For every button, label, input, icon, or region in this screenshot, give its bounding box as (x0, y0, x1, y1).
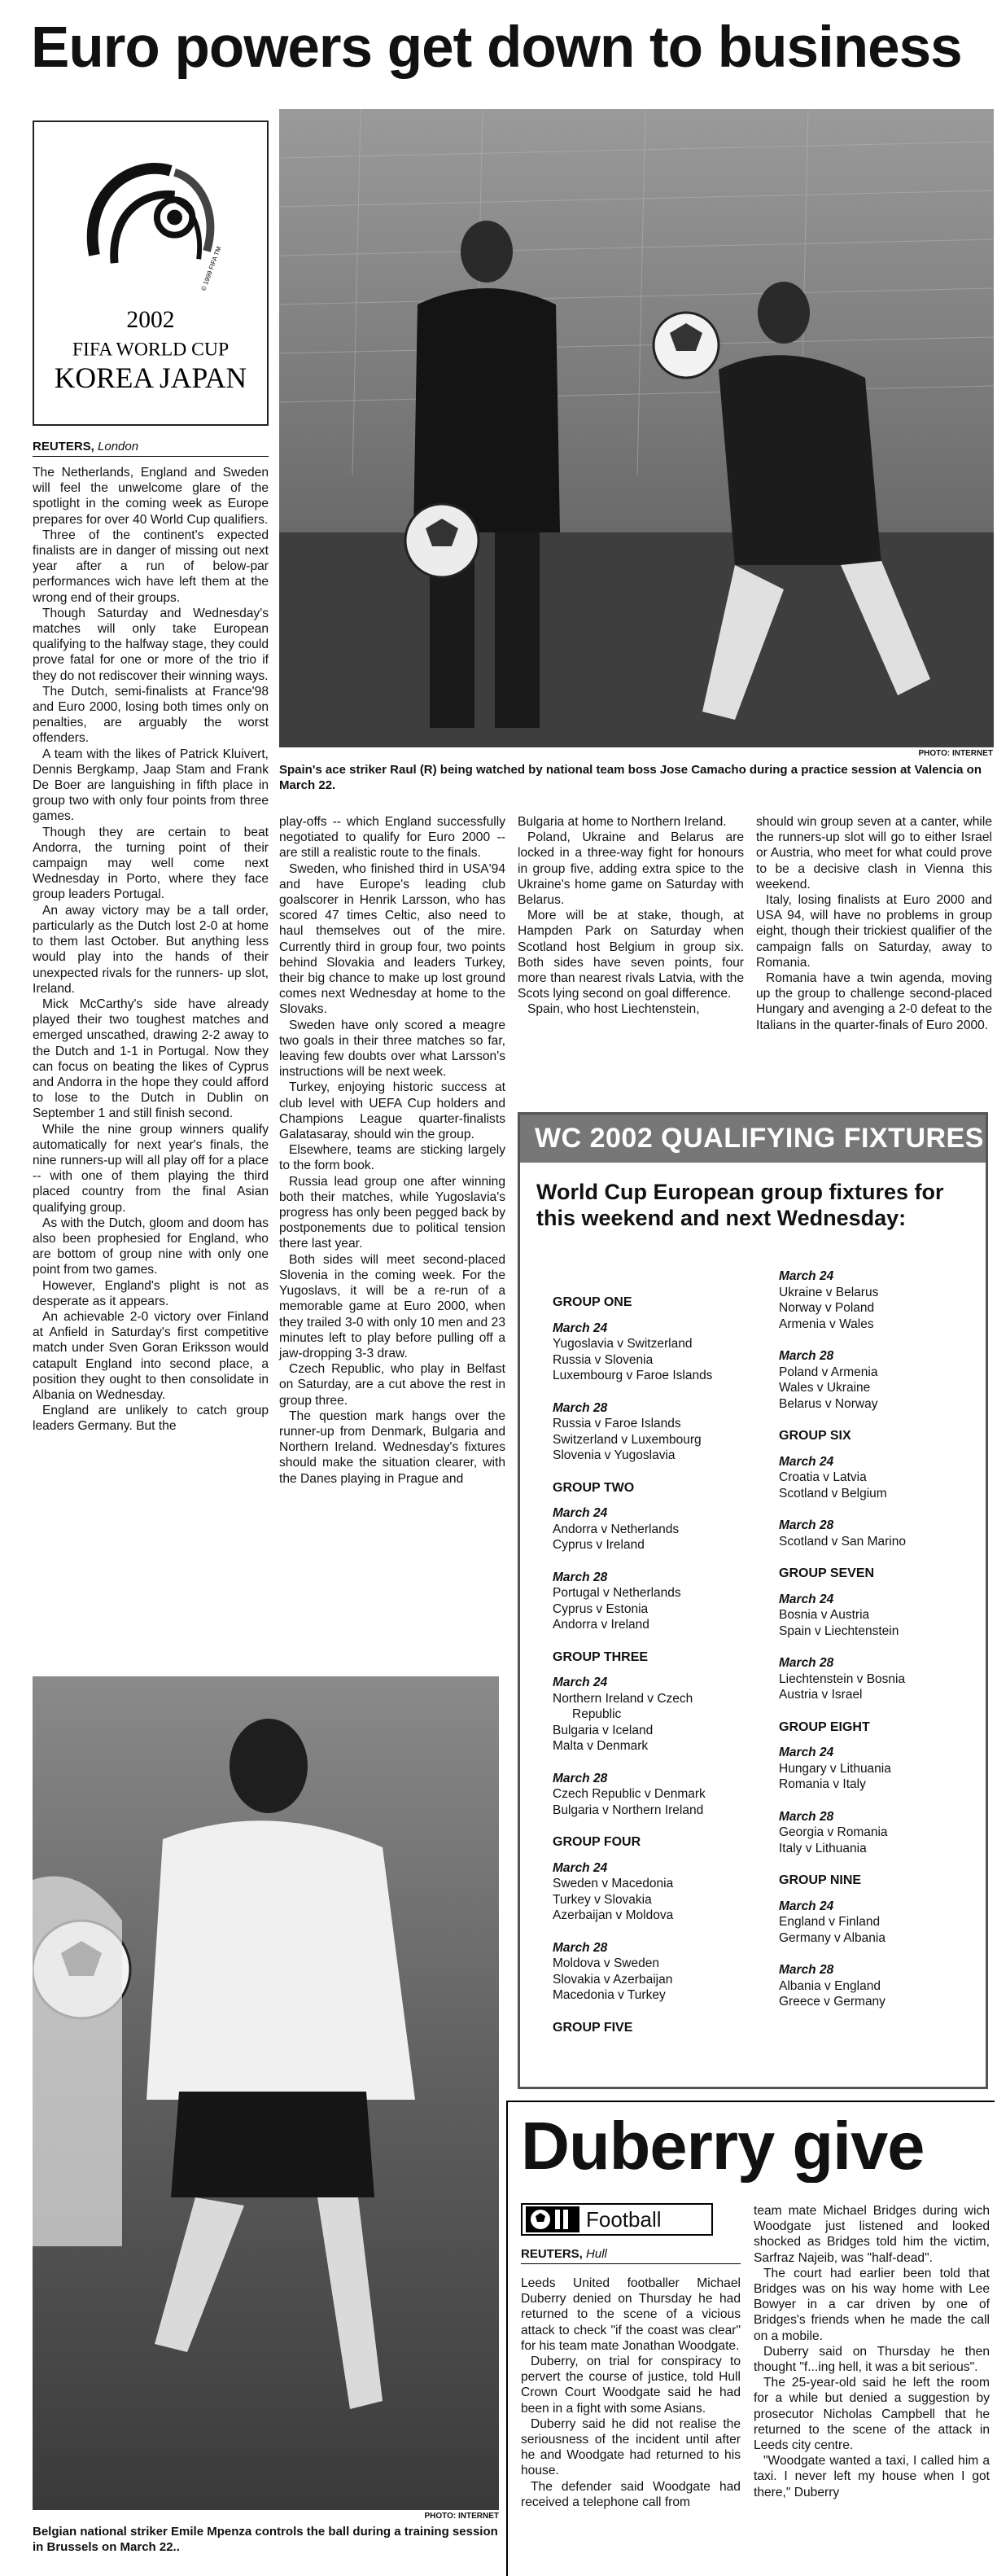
fixture-date: March 24 (553, 1676, 608, 1689)
main-story-column-4 (756, 814, 992, 1033)
fixture-match: Armenia v Wales (779, 1316, 874, 1331)
fixture-match: Portugal v Netherlands (553, 1586, 681, 1600)
football-icon (526, 2206, 579, 2232)
paragraph: team mate Michael Bridges during wich Woodgate just listened and looked shocked as Bridges told him the victim, Sarfraz Najeib, was "half-dead". (754, 2204, 990, 2265)
fixture-date: March 28 (553, 1940, 608, 1955)
fixture-match: Azerbaijan v Moldova (553, 1908, 674, 1922)
duberry-byline-place: Hull (586, 2247, 607, 2261)
paragraph: More will be at stake, though, at Hampden Park on Saturday when Scotland host Belgium in group six. Both sides have seven points, four more than nearest rivals Latvia, with the Scots lying second on goal difference. (518, 909, 744, 1001)
fixture-match: England v Finland (779, 1915, 881, 1929)
fixture-date-block (779, 1962, 997, 2010)
fixture-match: Romania v Italy (779, 1777, 866, 1791)
fixture-date-block (779, 1899, 997, 1947)
world-cup-logo (33, 120, 269, 426)
paragraph: Duberry said he did not realise the seriousness of the incident until after he and Woodgate had returned to his house. (521, 2416, 741, 2478)
paragraph: Leeds United footballer Michael Duberry denied on Thursday he had returned to the scene of a vicious attack to check "if the coast was clear" for his team mate Jonathan Woodgate. (521, 2276, 741, 2353)
fixture-date: March 28 (779, 1963, 834, 1977)
fixture-match: Poland v Armenia (779, 1365, 878, 1379)
logo-year: 2002 (126, 307, 175, 334)
photo-credit-top: PHOTO: INTERNET (918, 749, 993, 758)
photo-caption-top: Spain's ace striker Raul (R) being watched by national team boss Jose Camacho during a practice session at Valencia on March 22. (279, 763, 982, 792)
byline-agency: REUTERS, (33, 440, 94, 453)
fixture-match: Italy v Lithuania (779, 1841, 867, 1855)
paragraph: England are unlikely to catch group leaders Germany. But the (33, 1404, 269, 1434)
paragraph: Though they are certain to beat Andorra, the turning point of their campaign may well come next Wednesday in Porto, where they face group leaders Portugal. (33, 825, 269, 902)
fixtures-box (518, 1112, 988, 2089)
fixture-match: Moldova v Sweden (553, 1956, 659, 1970)
fixture-match: Switzerland v Luxembourg (553, 1432, 702, 1447)
paragraph: The Dutch, semi-finalists at France'98 and Euro 2000, losing both times only on penalties, are arguably the worst offenders. (33, 684, 269, 746)
main-story-column-2 (279, 814, 505, 1487)
fixture-match: Russia v Faroe Islands (553, 1417, 681, 1430)
paragraph: Bulgaria at home to Northern Ireland. (518, 815, 727, 829)
fixture-match: Northern Ireland v Czech (553, 1691, 693, 1706)
paragraph: Russia lead group one after winning both their matches, while Yugoslavia's progress has only been pegged back by postponements due to political tension there last year. (279, 1174, 505, 1251)
photo-credit-bottom: PHOTO: INTERNET (424, 2512, 499, 2521)
fixture-match: Andorra v Ireland (553, 1618, 649, 1632)
fixture-group-title: GROUP NINE (779, 1873, 862, 1887)
paragraph: Romania have a twin agenda, moving up the group to challenge second-placed Hungary and avenging a 2-0 defeat to the Italians in the quarter-finals of Euro 2000. (756, 971, 992, 1032)
fixture-match: Macedonia v Turkey (553, 1988, 666, 2002)
paragraph: As with the Dutch, gloom and doom has also been prophesied for England, who are bottom of group nine with only one point from two games. (33, 1216, 269, 1277)
duberry-byline-agency: REUTERS, (521, 2247, 583, 2261)
fixture-date-block (553, 1771, 772, 1819)
fixture-date-block (779, 1268, 997, 1332)
logo-line1: FIFA WORLD CUP (72, 339, 230, 361)
fixture-match: Belarus v Norway (779, 1396, 878, 1411)
fixture-match: Ukraine v Belarus (779, 1285, 879, 1299)
fixture-match: Malta v Denmark (553, 1739, 649, 1753)
fixture-match: Hungary v Lithuania (779, 1761, 891, 1776)
paragraph: "Woodgate wanted a taxi, I called him a taxi. I never left my house when I got there," Duberry (754, 2454, 990, 2499)
fixture-match: Czech Republic v Denmark (553, 1787, 706, 1801)
fixture-match: Albania v England (779, 1978, 881, 1993)
paragraph: Elsewhere, teams are sticking largely to the form book. (279, 1143, 505, 1173)
paragraph: The defender said Woodgate had received a telephone call from (521, 2479, 741, 2509)
paragraph: The question mark hangs over the runner-up from Denmark, Bulgaria and Northern Ireland. Wednesday's fixtures should make the situation clearer, with the Danes playing in Prague and (279, 1408, 505, 1486)
fixtures-header: WC 2002 QUALIFYING FIXTURES (520, 1115, 986, 1163)
fixture-match: Slovenia v Yugoslavia (553, 1448, 676, 1462)
fixture-date: March 24 (553, 1321, 608, 1335)
fixture-date: March 24 (779, 1592, 834, 1606)
fixture-group-title: GROUP FIVE (553, 2020, 633, 2035)
fixture-date: March 24 (779, 1899, 834, 1913)
section-label (521, 2203, 713, 2236)
paragraph: Mick McCarthy's side have already played their two toughest matches and emerged unscathed, drawing 2-2 away to the Dutch and 1-1 in Portugal. Now they can focus on beating the likes of Cyprus and Andorra in the hope they could afford to lose to the Dutch in Dublin on September 1 and still finish second. (33, 997, 269, 1121)
paragraph: Sweden have only scored a meagre two goals in their three matches so far, leaving few doubts over what Larsson's instructions will be next week. (279, 1018, 505, 1080)
fixture-date-block (553, 1675, 772, 1755)
fixture-match: Turkey v Slovakia (553, 1892, 652, 1907)
paragraph: Turkey, enjoying historic success at club level with UEFA Cup holders and Champions League quarter-finalists Galatasaray, should win the group. (279, 1080, 505, 1142)
fixture-date-block (553, 1505, 772, 1553)
duberry-headline: Duberry give (521, 2109, 925, 2184)
fixture-date: March 24 (779, 1746, 834, 1759)
fixture-date-block (779, 1518, 997, 1549)
paragraph: While the nine group winners qualify automatically for next year's finals, the nine runners-up will all play off for a place -- with one of them playing the third placed country from the final Asian qualifying group. (33, 1122, 269, 1215)
paragraph: Duberry said on Thursday he then thought "f...ing hell, it was a bit serious". (754, 2344, 990, 2375)
fixture-match: Spain v Liechtenstein (779, 1623, 899, 1638)
fixture-date-block (779, 1745, 997, 1793)
paragraph: A team with the likes of Patrick Kluivert, Dennis Bergkamp, Jaap Stam and Frank De Boer are languishing in fifth place in group two with only four points from three games. (33, 747, 269, 824)
photo-spain-training (279, 109, 994, 747)
paragraph: Though Saturday and Wednesday's matches will only take European qualifying to the halfway stage, they could prove fatal for one or more of the trio if they do not rediscover their winning ways. (33, 606, 269, 683)
fixture-date-block (553, 1860, 772, 1924)
paragraph: Both sides will meet second-placed Slovenia in the coming week. For the Yugoslavs, it will be a re-run of a memorable game at Euro 2000, when they trailed 3-0 with only 10 men and 23 minutes left to play before pulling off a jaw-dropping 3-3 draw. (279, 1252, 505, 1360)
fixture-date: March 28 (779, 1809, 834, 1824)
fixture-date: March 24 (553, 1506, 608, 1520)
fixture-date-block (779, 1592, 997, 1640)
fixture-group-title: GROUP THREE (553, 1649, 649, 1664)
main-story-column-1 (33, 465, 269, 1435)
fixture-match: Republic (572, 1707, 622, 1721)
duberry-byline (521, 2247, 741, 2264)
paragraph: Spain, who host Liechtenstein, (527, 1002, 700, 1017)
fixture-match: Slovakia v Azerbaijan (553, 1972, 673, 1987)
section-label-text: Football (586, 2206, 662, 2232)
fixture-match: Andorra v Netherlands (553, 1522, 680, 1536)
main-byline (33, 440, 269, 457)
paragraph: The court had earlier been told that Bridges was on his way home with Lee Bowyer in a car driven by one of Bridges's friends when he made the call on a mobile. (754, 2266, 990, 2343)
paragraph: Italy, losing finalists at Euro 2000 and USA 94, will have no problems in group eight, though their trickiest qualifier of the campaign falls on Saturday, away to Romania. (756, 893, 992, 970)
photo-belgium-training (33, 1676, 499, 2510)
fixture-match: Georgia v Romania (779, 1825, 888, 1839)
paragraph: Duberry, on trial for conspiracy to pervert the course of justice, told Hull Crown Court Woodgate said he had been in a fight with some Asians. (521, 2355, 741, 2416)
fixture-match: Austria v Israel (779, 1688, 863, 1702)
fixture-group-title: GROUP SIX (779, 1429, 851, 1443)
paragraph: Sweden, who finished third in USA'94 and have Europe's leading club goalscorer in Henrik Larsson, who has scored 47 times Celtic, also need to haul themselves out of the mire. Currently third in group four, two points behind Slovakia and leaders Turkey, their big chance to make up lost ground comes next Wednesday at home to the Slovaks. (279, 861, 505, 1017)
fixture-group-title: GROUP FOUR (553, 1835, 641, 1849)
fixture-match: Bosnia v Austria (779, 1608, 870, 1622)
logo-copyright: © 1999 FIFA TM (199, 245, 223, 292)
fixtures-right-column (779, 1262, 997, 2026)
fixtures-left-column (553, 1281, 772, 2045)
fixture-match: Cyprus v Estonia (553, 1601, 649, 1616)
fixture-date-block (553, 1570, 772, 1633)
fixture-date: March 28 (553, 1771, 608, 1785)
fixture-match: Germany v Albania (779, 1930, 885, 1945)
fixture-group-title: GROUP ONE (553, 1295, 632, 1309)
fixture-date-block (779, 1454, 997, 1502)
paragraph: The Netherlands, England and Sweden will feel the unwelcome glare of the spotlight in the coming week as Europe prepares for over 40 World Cup qualifiers. (33, 466, 269, 527)
fixture-date-block (779, 1655, 997, 1703)
fixture-group-title: GROUP SEVEN (779, 1566, 875, 1580)
fixture-group-title: GROUP EIGHT (779, 1720, 870, 1734)
fixture-date: March 28 (779, 1349, 834, 1363)
fixture-match: Greece v Germany (779, 1995, 885, 2009)
fixture-match: Yugoslavia v Switzerland (553, 1337, 693, 1351)
fixture-match: Scotland v San Marino (779, 1534, 906, 1549)
fixture-match: Wales v Ukraine (779, 1381, 871, 1395)
fixture-date: March 28 (553, 1400, 608, 1415)
paragraph: An away victory may be a tall order, particularly as the Dutch lost 2-0 at home to them last October. But anything less would play into the hands of their unexpected rivals for the runners- up slot, Ireland. (33, 903, 269, 996)
fixture-match: Croatia v Latvia (779, 1470, 867, 1484)
paragraph: The 25-year-old said he left the room for a while but denied a suggestion by prosecutor Nicholas Campbell that he returned to the scene of the attack in Leeds city centre. (754, 2376, 990, 2453)
fixture-match: Liechtenstein v Bosnia (779, 1671, 906, 1686)
paragraph: Poland, Ukraine and Belarus are locked in a three-way fight for honours in group five, adding extra spice to the Ukraine's home game on Saturday with Belarus. (518, 830, 744, 908)
fixture-date-block (553, 1400, 772, 1464)
fixture-date-block (553, 1321, 772, 1384)
byline-place: London (98, 440, 139, 453)
fixture-match: Norway v Poland (779, 1301, 875, 1315)
fixture-date: March 24 (553, 1860, 608, 1875)
paragraph: play-offs -- which England successfully negotiated to qualify for Euro 2000 -- are still a realistic route to the finals. (279, 815, 505, 861)
fixture-date-block (553, 1940, 772, 2004)
duberry-column-1 (521, 2276, 741, 2510)
fixture-date-block (779, 1348, 997, 1412)
fixture-match: Bulgaria v Iceland (553, 1723, 654, 1737)
fixtures-intro: World Cup European group fixtures for this weekend and next Wednesday: (536, 1180, 944, 1230)
fixture-date-block (779, 1809, 997, 1857)
fixture-match: Sweden v Macedonia (553, 1877, 674, 1890)
paragraph: should win group seven at a canter, while the runners-up slot will go to either Israel or Austria, who meet for what could prove to be a decisive clash in Vienna this weekend. (756, 815, 992, 892)
paragraph: An achievable 2-0 victory over Finland at Anfield in Saturday's first competitive match under Sven Goran Eriksson would catapult England into second place, a position they ought to then consolidate in Albania on Wednesday. (33, 1309, 269, 1402)
logo-line2: KOREA JAPAN (54, 361, 247, 395)
fixture-match: Cyprus v Ireland (553, 1538, 645, 1552)
fixture-date: March 28 (779, 1656, 834, 1670)
fixture-date: March 24 (779, 1454, 834, 1469)
fixture-match: Luxembourg v Faroe Islands (553, 1369, 713, 1382)
fixture-match: Russia v Slovenia (553, 1352, 654, 1367)
fixture-group-title: GROUP TWO (553, 1480, 635, 1495)
world-cup-emblem-icon (34, 122, 267, 424)
headline: Euro powers get down to business (31, 15, 962, 80)
fixture-match: Bulgaria v Northern Ireland (553, 1803, 704, 1817)
duberry-column-2 (754, 2203, 990, 2500)
fixture-date: March 24 (779, 1269, 834, 1283)
photo-caption-bottom: Belgian national striker Emile Mpenza controls the ball during a training session in Brussels on March 22.. (33, 2525, 498, 2554)
paragraph: Czech Republic, who play in Belfast on Saturday, are a cut above the rest in group three. (279, 1362, 505, 1408)
paragraph: However, England's plight is not as desperate as it appears. (33, 1278, 269, 1308)
fixture-date: March 28 (553, 1570, 608, 1584)
paragraph: Three of the continent's expected finalists are in danger of missing out next year after a run of below-par performances wich have left them at the wrong end of their groups. (33, 528, 269, 605)
main-story-column-3 (518, 814, 744, 1018)
fixture-match: Scotland v Belgium (779, 1486, 887, 1500)
fixture-date: March 28 (779, 1518, 834, 1532)
